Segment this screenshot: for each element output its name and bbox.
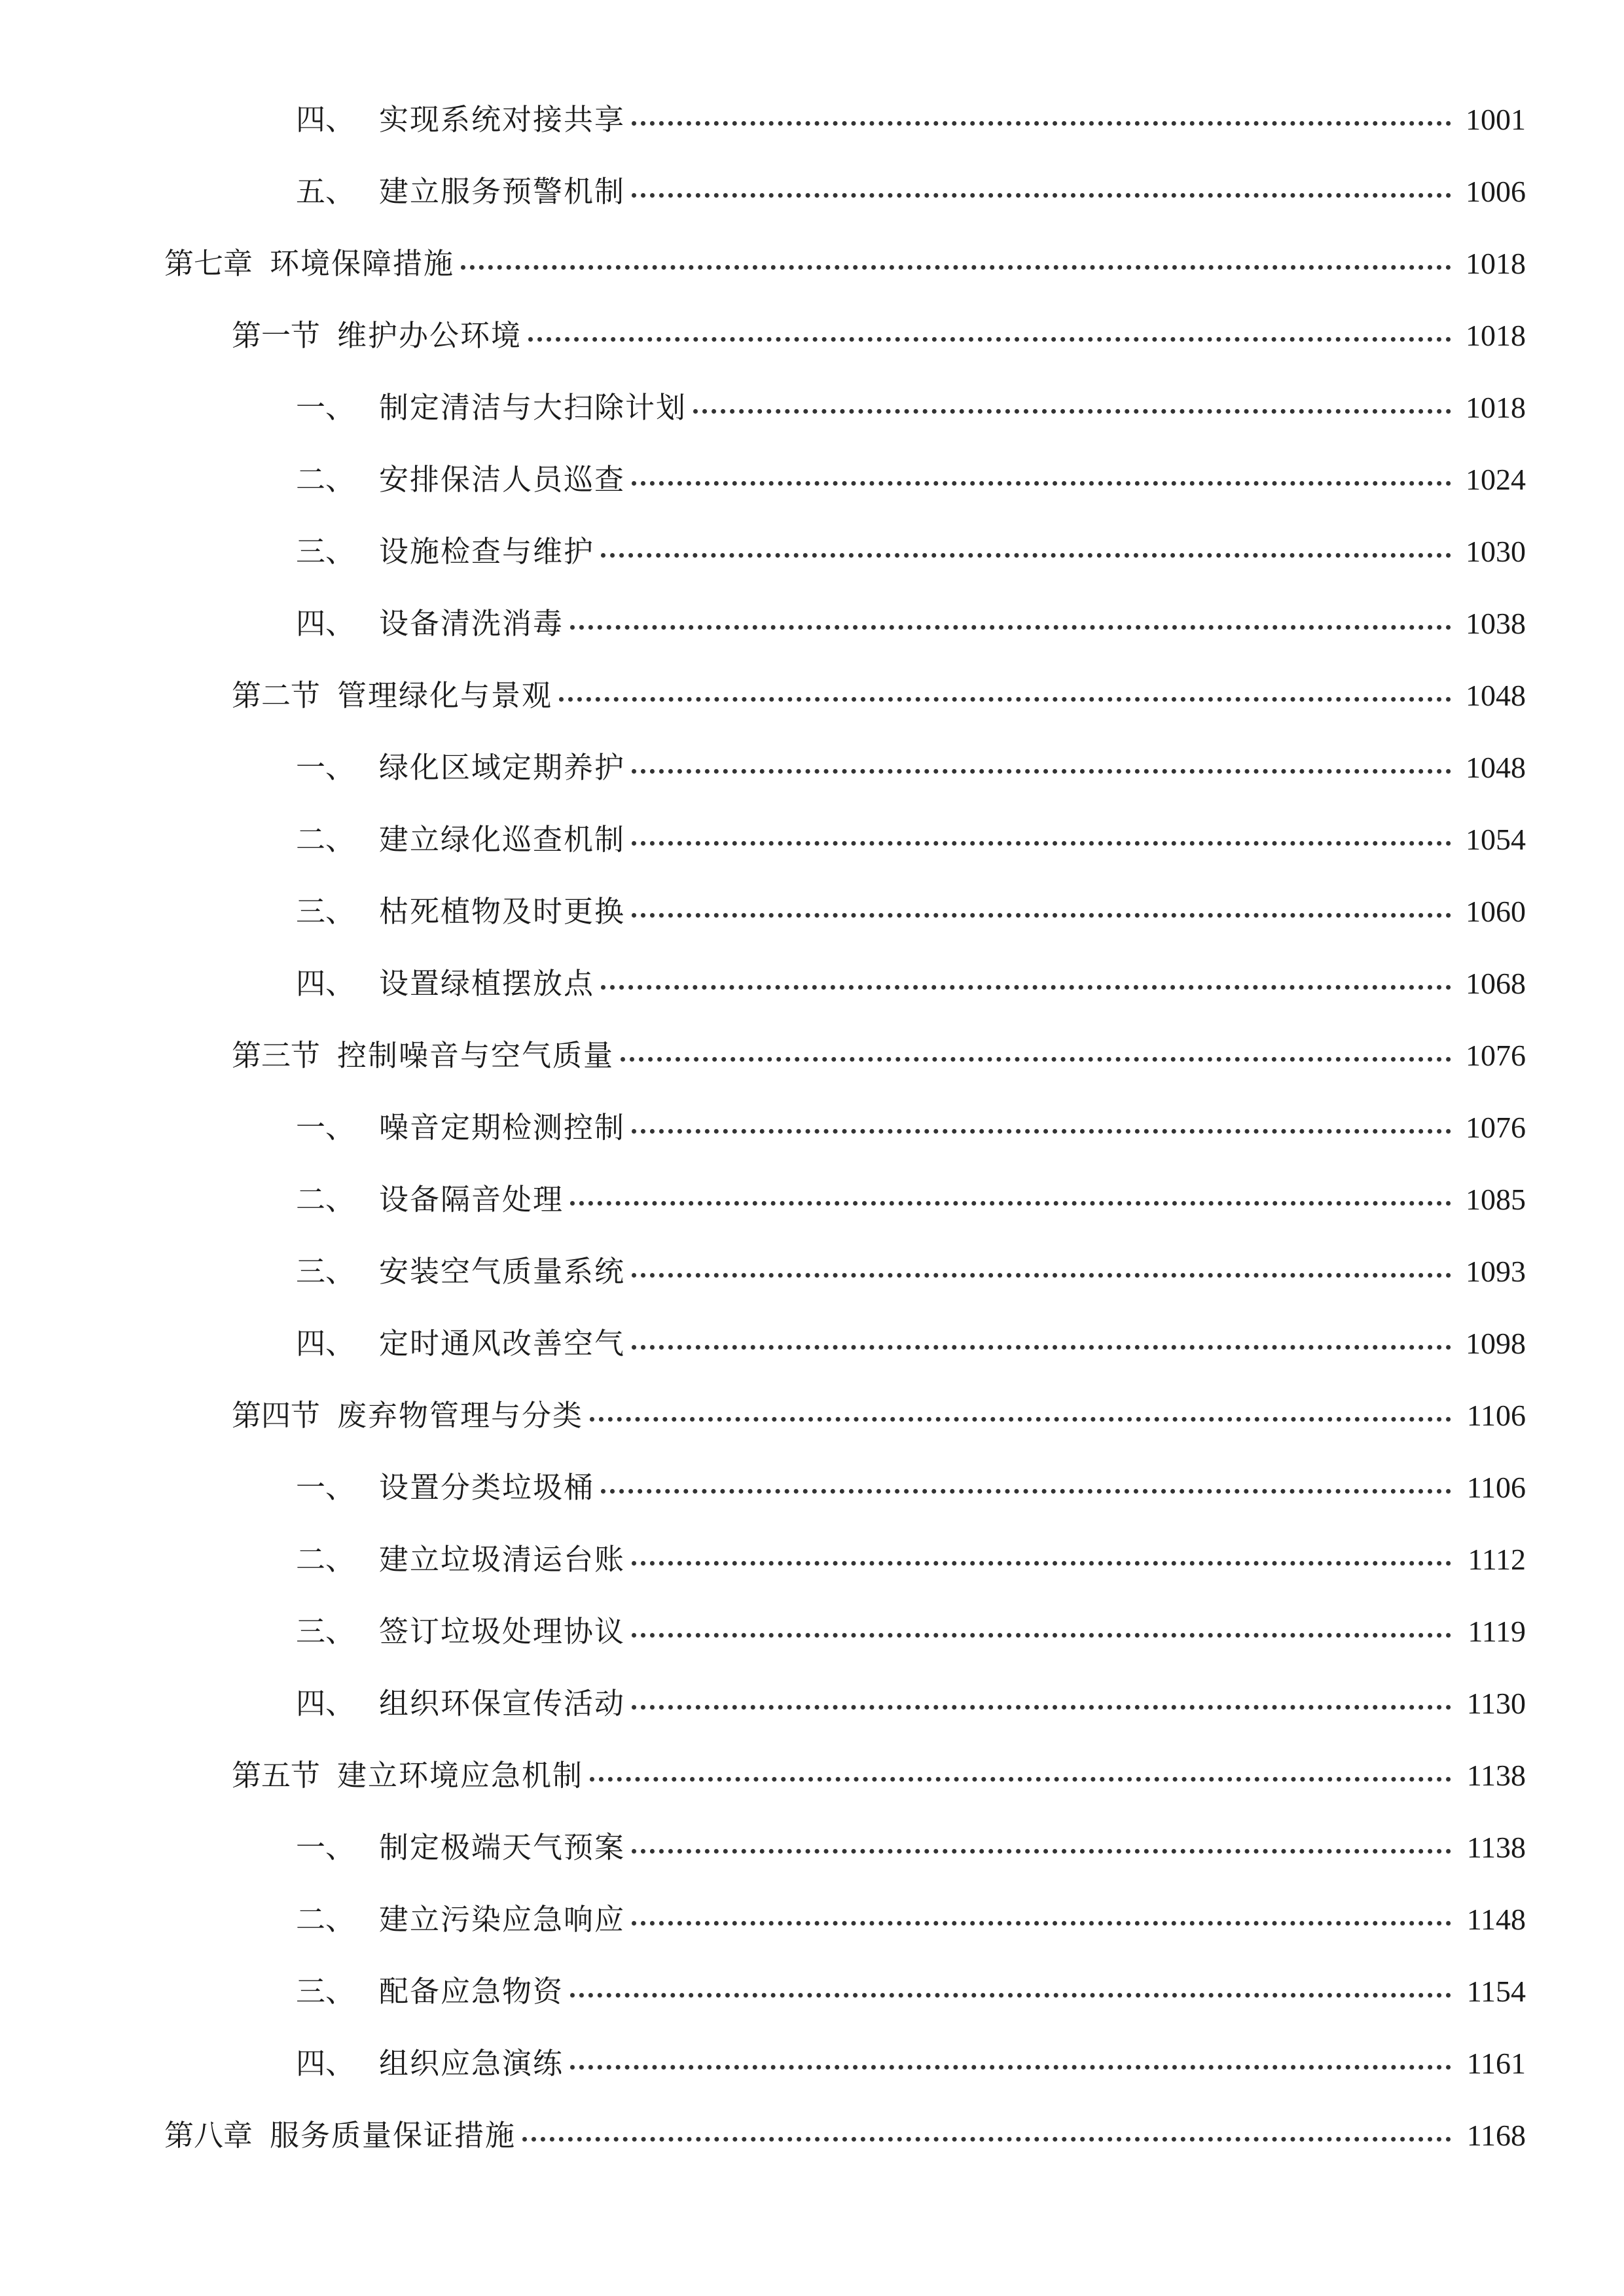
entry-title: 安装空气质量系统	[379, 1254, 626, 1289]
entry-number: 四、	[296, 966, 355, 1001]
entry-title: 环境保障措施	[270, 246, 455, 281]
entry-title: 枯死植物及时更换	[379, 894, 626, 929]
entry-page-number: 1148	[1466, 1903, 1526, 1936]
toc-subsection-entry[interactable]	[0, 1172, 1624, 1244]
toc-subsection-entry[interactable]	[0, 1964, 1624, 2036]
toc-subsection-entry[interactable]	[0, 524, 1624, 596]
entry-page-number: 1106	[1466, 1399, 1526, 1432]
dot-leader	[632, 1921, 1451, 1926]
dot-leader	[461, 265, 1451, 270]
entry-title: 服务质量保证措施	[270, 2118, 516, 2153]
dot-leader	[601, 1489, 1451, 1494]
entry-title: 配备应急物资	[379, 1974, 564, 2009]
entry-page-number: 1060	[1466, 895, 1526, 928]
toc-section-entry[interactable]	[0, 1028, 1624, 1100]
dot-leader	[601, 985, 1451, 990]
toc-subsection-entry[interactable]	[0, 596, 1624, 668]
toc-subsection-entry[interactable]	[0, 452, 1624, 524]
entry-title: 噪音定期检测控制	[379, 1110, 626, 1145]
entry-page-number: 1076	[1466, 1039, 1526, 1072]
entry-number: 二、	[296, 462, 355, 497]
entry-title: 实现系统对接共享	[379, 102, 626, 137]
dot-leader	[632, 1345, 1451, 1350]
entry-number: 三、	[296, 1614, 355, 1649]
entry-number: 三、	[296, 1254, 355, 1289]
entry-page-number: 1024	[1466, 463, 1526, 496]
entry-title: 维护办公环境	[337, 318, 522, 353]
toc-subsection-entry[interactable]	[0, 884, 1624, 956]
entry-page-number: 1112	[1468, 1543, 1526, 1576]
entry-page-number: 1138	[1466, 1831, 1526, 1864]
entry-page-number: 1054	[1466, 823, 1526, 856]
entry-number: 第八章	[164, 2118, 253, 2153]
entry-number: 一、	[296, 1830, 355, 1865]
toc-chapter-entry[interactable]	[0, 236, 1624, 308]
entry-title: 建立污染应急响应	[379, 1902, 626, 1937]
dot-leader	[570, 2065, 1451, 2070]
entry-page-number: 1030	[1466, 535, 1526, 568]
dot-leader	[632, 913, 1451, 918]
entry-title: 组织应急演练	[379, 2046, 564, 2081]
entry-title: 设备隔音处理	[379, 1182, 564, 1217]
toc-subsection-entry[interactable]	[0, 380, 1624, 452]
dot-leader	[632, 481, 1451, 486]
entry-number: 三、	[296, 894, 355, 929]
entry-title: 制定极端天气预案	[379, 1830, 626, 1865]
toc-subsection-entry[interactable]	[0, 1316, 1624, 1388]
entry-page-number: 1168	[1466, 2119, 1526, 2152]
toc-subsection-entry[interactable]	[0, 2036, 1624, 2108]
toc-subsection-entry[interactable]	[0, 1604, 1624, 1676]
dot-leader	[590, 1417, 1451, 1422]
toc-subsection-entry[interactable]	[0, 812, 1624, 884]
entry-number: 四、	[296, 2046, 355, 2081]
toc-subsection-entry[interactable]	[0, 164, 1624, 236]
toc-subsection-entry[interactable]	[0, 740, 1624, 812]
toc-subsection-entry[interactable]	[0, 1100, 1624, 1172]
entry-number: 三、	[296, 1974, 355, 2009]
entry-page-number: 1038	[1466, 607, 1526, 640]
entry-title: 建立服务预警机制	[379, 174, 626, 209]
entry-page-number: 1161	[1466, 2047, 1526, 2080]
dot-leader	[522, 2137, 1451, 2142]
entry-title: 设置分类垃圾桶	[379, 1470, 595, 1505]
entry-number: 第二节	[232, 678, 321, 713]
entry-title: 建立垃圾清运台账	[379, 1542, 626, 1577]
entry-page-number: 1006	[1466, 175, 1526, 208]
toc-subsection-entry[interactable]	[0, 1532, 1624, 1604]
entry-number: 三、	[296, 534, 355, 569]
toc-subsection-entry[interactable]	[0, 92, 1624, 164]
dot-leader	[632, 1561, 1451, 1566]
entry-number: 二、	[296, 822, 355, 857]
entry-number: 一、	[296, 750, 355, 785]
toc-subsection-entry[interactable]	[0, 1892, 1624, 1964]
table-of-contents	[0, 92, 1624, 2179]
entry-number: 二、	[296, 1542, 355, 1577]
entry-number: 四、	[296, 1326, 355, 1361]
entry-title: 设置绿植摆放点	[379, 966, 595, 1001]
toc-section-entry[interactable]	[0, 308, 1624, 380]
dot-leader	[693, 409, 1451, 414]
toc-subsection-entry[interactable]	[0, 1676, 1624, 1748]
entry-page-number: 1018	[1466, 319, 1526, 352]
dot-leader	[632, 1849, 1451, 1854]
entry-title: 制定清洁与大扫除计划	[379, 390, 687, 425]
entry-page-number: 1068	[1466, 967, 1526, 1000]
dot-leader	[632, 1633, 1451, 1638]
entry-page-number: 1085	[1466, 1183, 1526, 1216]
entry-page-number: 1138	[1466, 1759, 1526, 1792]
dot-leader	[570, 625, 1451, 630]
entry-title: 控制噪音与空气质量	[337, 1038, 615, 1073]
entry-number: 第七章	[164, 246, 253, 281]
dot-leader	[559, 697, 1451, 702]
toc-subsection-entry[interactable]	[0, 1820, 1624, 1892]
entry-title: 建立绿化巡查机制	[379, 822, 626, 857]
entry-page-number: 1154	[1466, 1975, 1526, 2008]
dot-leader	[590, 1777, 1451, 1782]
entry-number: 一、	[296, 1110, 355, 1145]
entry-title: 组织环保宣传活动	[379, 1686, 626, 1721]
toc-section-entry[interactable]	[0, 1748, 1624, 1820]
entry-title: 管理绿化与景观	[337, 678, 553, 713]
toc-section-entry[interactable]	[0, 668, 1624, 740]
entry-number: 五、	[296, 174, 355, 209]
entry-page-number: 1018	[1466, 247, 1526, 280]
entry-page-number: 1119	[1468, 1615, 1526, 1648]
entry-number: 一、	[296, 1470, 355, 1505]
entry-title: 定时通风改善空气	[379, 1326, 626, 1361]
entry-number: 第一节	[232, 318, 321, 353]
entry-number: 第三节	[232, 1038, 321, 1073]
entry-page-number: 1106	[1466, 1471, 1526, 1504]
dot-leader	[632, 769, 1451, 774]
entry-title: 废弃物管理与分类	[337, 1398, 584, 1433]
toc-subsection-entry[interactable]	[0, 1244, 1624, 1316]
dot-leader	[632, 1705, 1451, 1710]
dot-leader	[632, 1273, 1451, 1278]
entry-page-number: 1130	[1466, 1687, 1526, 1720]
entry-number: 第四节	[232, 1398, 321, 1433]
dot-leader	[632, 841, 1451, 846]
entry-page-number: 1093	[1466, 1255, 1526, 1288]
entry-title: 建立环境应急机制	[337, 1758, 584, 1793]
entry-title: 设备清洗消毒	[379, 606, 564, 641]
entry-page-number: 1048	[1466, 679, 1526, 712]
entry-number: 四、	[296, 1686, 355, 1721]
dot-leader	[621, 1057, 1451, 1062]
entry-title: 设施检查与维护	[379, 534, 595, 569]
entry-number: 第五节	[232, 1758, 321, 1793]
toc-chapter-entry[interactable]	[0, 2108, 1624, 2179]
entry-page-number: 1018	[1466, 391, 1526, 424]
toc-section-entry[interactable]	[0, 1388, 1624, 1460]
entry-page-number: 1048	[1466, 751, 1526, 784]
entry-title: 安排保洁人员巡查	[379, 462, 626, 497]
entry-page-number: 1076	[1466, 1111, 1526, 1144]
entry-page-number: 1001	[1466, 103, 1526, 136]
dot-leader	[632, 193, 1451, 198]
dot-leader	[528, 337, 1451, 342]
entry-title: 绿化区域定期养护	[379, 750, 626, 785]
toc-subsection-entry[interactable]	[0, 956, 1624, 1028]
entry-number: 二、	[296, 1182, 355, 1217]
entry-number: 四、	[296, 102, 355, 137]
entry-number: 四、	[296, 606, 355, 641]
toc-subsection-entry[interactable]	[0, 1460, 1624, 1532]
dot-leader	[601, 553, 1451, 558]
entry-number: 一、	[296, 390, 355, 425]
dot-leader	[570, 1201, 1451, 1206]
entry-page-number: 1098	[1466, 1327, 1526, 1360]
entry-title: 签订垃圾处理协议	[379, 1614, 626, 1649]
entry-number: 二、	[296, 1902, 355, 1937]
dot-leader	[632, 121, 1451, 126]
dot-leader	[570, 1993, 1451, 1998]
dot-leader	[632, 1129, 1451, 1134]
